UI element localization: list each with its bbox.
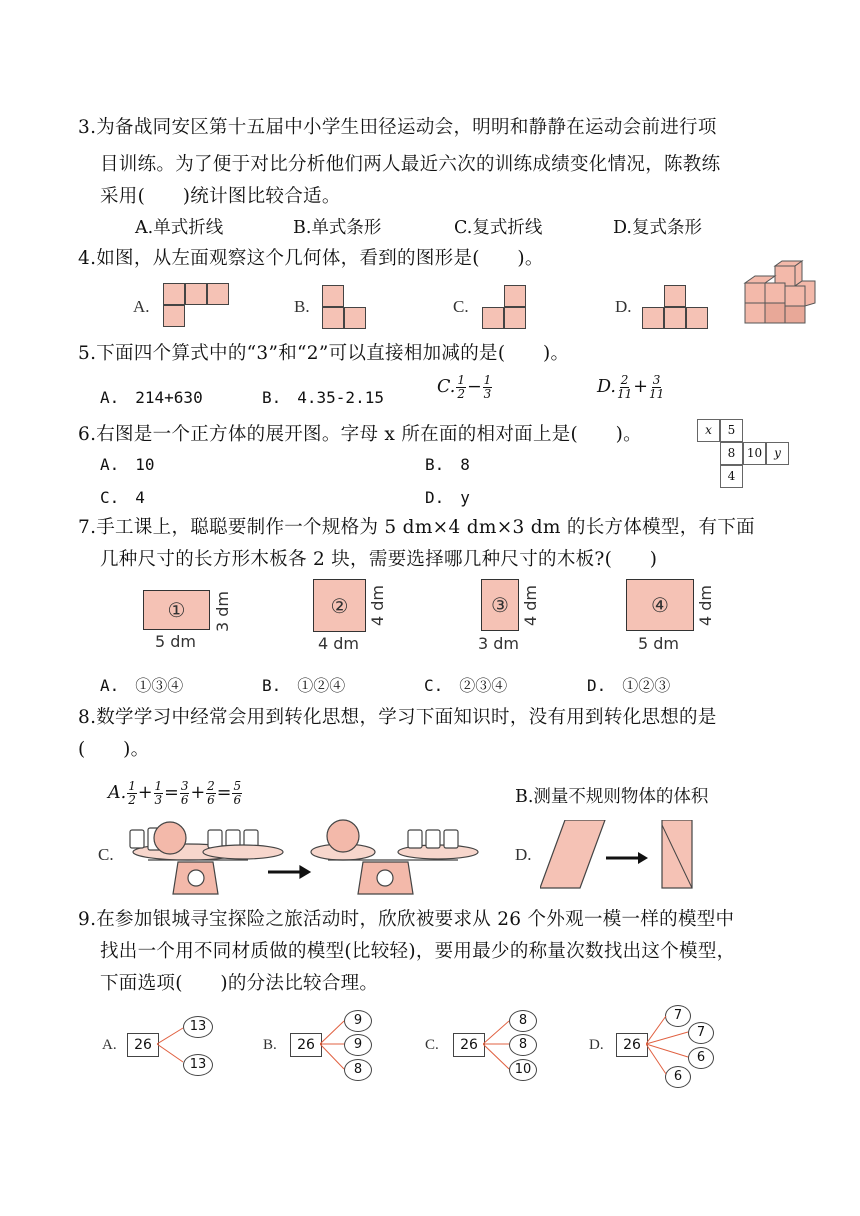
q9-line3: 下面选项( )的分法比较合理。 bbox=[100, 973, 379, 994]
frac-num: 1 bbox=[128, 779, 136, 793]
board-3-height: 4 dm bbox=[521, 584, 540, 626]
group-count: 8 bbox=[509, 1010, 537, 1032]
q3-line2: 目训练。为了便于对比分析他们两人最近六次的训练成绩变化情况，陈教练 bbox=[100, 154, 721, 175]
group-count: 6 bbox=[688, 1047, 714, 1069]
q4-label-b: B. bbox=[294, 297, 310, 316]
q8-line2: ( )。 bbox=[78, 739, 150, 760]
q7-option-b: B. ①②④ bbox=[262, 676, 346, 695]
board-2 bbox=[313, 579, 366, 632]
q8-option-d-label: D. bbox=[515, 845, 532, 864]
group-count: 7 bbox=[688, 1022, 714, 1044]
q9-option-d-label: D. bbox=[589, 1037, 604, 1053]
board-3 bbox=[481, 579, 519, 631]
net-face: x bbox=[697, 419, 720, 442]
frac-num: 1 bbox=[483, 373, 492, 387]
total-box: 26 bbox=[453, 1033, 485, 1057]
board-mark: ③ bbox=[491, 593, 509, 617]
q6-option-c: C. 4 bbox=[100, 488, 145, 507]
frac-num: 1 bbox=[154, 779, 163, 793]
q6-option-b: B. 8 bbox=[425, 455, 470, 474]
group-count: 8 bbox=[344, 1059, 372, 1081]
q6-option-a: A. 10 bbox=[100, 455, 155, 474]
group-count: 13 bbox=[183, 1054, 213, 1076]
net-face: y bbox=[766, 442, 789, 465]
balance-scale-illustration bbox=[118, 812, 498, 897]
frac-den: 11 bbox=[648, 387, 665, 401]
q3-line3: 采用( )统计图比较合适。 bbox=[100, 186, 341, 207]
operator: − bbox=[466, 377, 482, 397]
total-box: 26 bbox=[127, 1033, 159, 1057]
q3-option-a: A.单式折线 bbox=[135, 218, 224, 238]
q9-option-c-label: C. bbox=[425, 1037, 439, 1053]
q9-line1: 9.在参加银城寻宝探险之旅活动时，欣欣被要求从 26 个外观一模一样的模型中 bbox=[78, 909, 735, 930]
q8-option-c-label: C. bbox=[98, 845, 114, 864]
q9-option-b-label: B. bbox=[263, 1037, 277, 1053]
branch-arrows bbox=[646, 1010, 690, 1080]
q7-line1: 7.手工课上，聪聪要制作一个规格为 5 dm×4 dm×3 dm 的长方体模型，有下面 bbox=[78, 517, 755, 538]
branch-arrows bbox=[483, 1015, 511, 1075]
branch-arrows bbox=[320, 1015, 346, 1075]
q5-text: 5.下面四个算式中的“3”和“2”可以直接相加减的是( )。 bbox=[78, 343, 570, 364]
q8-option-a: A. $\frac{1}{2}$ + $\frac{1}{3}$ = $\frac{3}{6}$ + $\frac{2}{6}$ = $\frac{5}{6}$ bbox=[108, 779, 242, 807]
q6-option-d: D. y bbox=[425, 488, 470, 507]
branch-arrows bbox=[157, 1020, 187, 1070]
board-3-width: 3 dm bbox=[478, 634, 520, 653]
q5-option-a: A. 214+630 bbox=[100, 388, 203, 407]
frac-num: 2 bbox=[620, 373, 629, 387]
group-count: 6 bbox=[665, 1066, 691, 1088]
board-mark: ④ bbox=[651, 593, 669, 617]
net-face: 5 bbox=[720, 419, 743, 442]
frac-den: 6 bbox=[207, 793, 215, 807]
frac-num: 3 bbox=[652, 373, 661, 387]
board-4-height: 4 dm bbox=[696, 584, 715, 626]
net-face: 10 bbox=[743, 442, 766, 465]
q7-line2: 几种尺寸的长方形木板各 2 块，需要选择哪几种尺寸的木板?( ) bbox=[100, 549, 658, 570]
frac-den: 3 bbox=[154, 793, 163, 807]
frac-num: 2 bbox=[207, 779, 215, 793]
q8-line1: 8.数学学习中经常会用到转化思想，学习下面知识时，没有用到转化思想的是 bbox=[78, 707, 717, 728]
frac-den: 3 bbox=[483, 387, 492, 401]
q4-label-a: A. bbox=[133, 297, 150, 316]
q6-text: 6.右图是一个正方体的展开图。字母 x 所在面的相对面上是( )。 bbox=[78, 424, 642, 445]
q5-option-c bbox=[437, 374, 493, 401]
board-1-width: 5 dm bbox=[155, 632, 197, 651]
board-4 bbox=[626, 579, 694, 631]
q4-text: 4.如图，从左面观察这个几何体，看到的图形是( )。 bbox=[78, 248, 544, 269]
board-1-height: 3 dm bbox=[213, 590, 232, 632]
frac-den: 2 bbox=[128, 793, 136, 807]
operator: + bbox=[633, 377, 648, 397]
group-count: 13 bbox=[183, 1016, 213, 1038]
frac-den: 6 bbox=[180, 793, 189, 807]
group-count: 7 bbox=[665, 1005, 691, 1027]
q7-option-a: A. ①③④ bbox=[100, 676, 184, 695]
q8-option-a-label: A. bbox=[108, 783, 127, 803]
board-1 bbox=[143, 590, 210, 630]
q3-option-b: B.单式条形 bbox=[293, 218, 382, 238]
board-2-height: 4 dm bbox=[368, 584, 387, 626]
board-mark: ① bbox=[167, 598, 186, 622]
group-count: 9 bbox=[344, 1034, 372, 1056]
q5-option-c-label: C. bbox=[437, 377, 456, 397]
parallelogram-to-rectangle bbox=[540, 820, 700, 890]
q7-option-d: D. ①②③ bbox=[587, 676, 671, 695]
q4-solid-figure bbox=[740, 258, 825, 328]
board-4-width: 5 dm bbox=[638, 634, 680, 653]
q3-option-c: C.复式折线 bbox=[454, 218, 543, 238]
total-box: 26 bbox=[616, 1033, 648, 1057]
net-face: 4 bbox=[720, 465, 743, 488]
q4-label-d: D. bbox=[615, 297, 632, 316]
frac-den: 6 bbox=[233, 793, 242, 807]
board-mark: ② bbox=[330, 593, 349, 618]
q3-line1: 3.为备战同安区第十五届中小学生田径运动会，明明和静静在运动会前进行项 bbox=[78, 117, 717, 138]
q5-option-d bbox=[597, 374, 665, 401]
group-count: 10 bbox=[509, 1059, 537, 1081]
net-face: 8 bbox=[720, 442, 743, 465]
q4-label-c: C. bbox=[453, 297, 469, 316]
q9-line2: 找出一个用不同材质做的模型(比较轻)，要用最少的称量次数找出这个模型， bbox=[100, 941, 736, 962]
frac-num: 1 bbox=[457, 373, 465, 387]
frac-den: 2 bbox=[457, 387, 465, 401]
frac-num: 5 bbox=[233, 779, 242, 793]
q5-option-d-label: D. bbox=[597, 377, 616, 397]
group-count: 9 bbox=[344, 1010, 372, 1032]
total-box: 26 bbox=[290, 1033, 322, 1057]
q3-option-d: D.复式条形 bbox=[613, 218, 702, 238]
board-2-width: 4 dm bbox=[318, 634, 360, 653]
q7-option-c: C. ②③④ bbox=[424, 676, 508, 695]
q5-option-b: B. 4.35-2.15 bbox=[262, 388, 384, 407]
group-count: 8 bbox=[509, 1034, 537, 1056]
q9-option-a-label: A. bbox=[102, 1037, 117, 1053]
frac-den: 11 bbox=[616, 387, 633, 401]
frac-num: 3 bbox=[180, 779, 189, 793]
q8-option-b: B.测量不规则物体的体积 bbox=[515, 787, 709, 807]
